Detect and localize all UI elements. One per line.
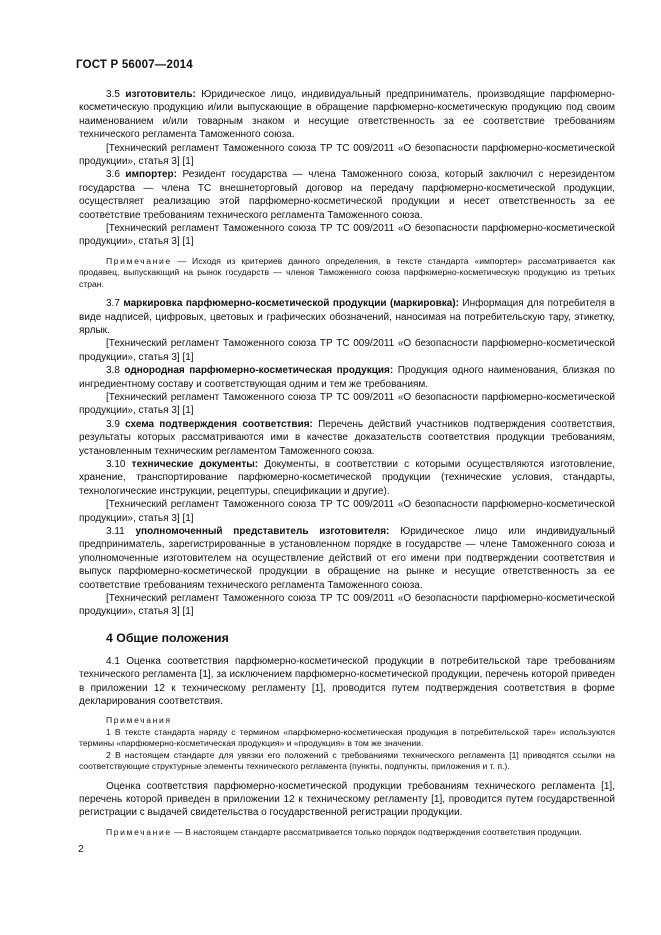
clause-number: 3.7 — [106, 298, 120, 310]
section-heading: 4 Общие положения — [106, 630, 229, 645]
notes-label-text: Примечания — [106, 715, 172, 726]
source-reference: [Технический регламент Таможенного союза ТР ТС 009/2011 «О безопасности парфюмерно-косметической продукции», статья 3] [1] — [79, 499, 615, 524]
term: схема подтверждения соответствия: — [125, 418, 313, 430]
source-reference: [Технический регламент Таможенного союза ТР ТС 009/2011 «О безопасности парфюмерно-косметической продукции», статья 3] [1] — [79, 223, 615, 248]
source-reference: [Технический регламент Таможенного союза ТР ТС 009/2011 «О безопасности парфюмерно-косметической продукции», статья 3] [1] — [79, 142, 615, 168]
clause-number: 3.6 — [106, 169, 120, 181]
definition-3-11 — [79, 525, 615, 592]
definition-3-8 — [79, 364, 615, 391]
source-reference: [Технический регламент Таможенного союза ТР ТС 009/2011 «О безопасности парфюмерно-косметической продукции», статья 3] [1] — [79, 338, 615, 363]
note-dash: — — [171, 255, 193, 266]
definition-text: Перечень действий участников подтверждения соответствия, результаты которых рассматриваются ими в качестве доказательств соответствия продукции требованиям, установленным техническим регламентом Таможенного союза. — [79, 418, 616, 457]
definition-text: Информация для потребителя в виде надписей, цифровых, цветовых и графических обозначений, наносимая на потребительскую тару, этикетку, ярлык. — [79, 298, 615, 336]
clause-number: 3.9 — [106, 418, 120, 430]
definition-text: Документы, в соответствии с которыми осуществляются изготовление, хранение, транспортирование парфюмерно-косметической продукции (технические условия, стандарты, технологические инструкции, рецептуры, спецификации и другие). — [79, 458, 615, 497]
definition-3-7 — [79, 297, 615, 337]
definition-3-10 — [79, 458, 615, 498]
note-text: Исходя из критериев данного определения, в тексте стандарта «импортер» рассматривается как продавец, выпускающий на рынок государств — членов Таможенного союза парфюмерно-косметическую продукцию из третьих стран. — [79, 255, 615, 289]
source-reference: [Технический регламент Таможенного союза ТР ТС 009/2011 «О безопасности парфюмерно-косметической продукции», статья 3] [1] — [79, 391, 615, 417]
clause-4-1: 4.1 Оценка соответствия парфюмерно-косметической продукции в потребительской таре требованиям технического регламента [1], за исключением парфюмерно-косметической продукции, перечень которой приведен в приложении 12 к техническому регламенту [1], проводится путем подтверждения соответствия в форме декларирования соответствия. — [79, 655, 615, 708]
clause-number: 3.8 — [106, 365, 120, 377]
definition-text: Продукция одного наименования, близкая по ингредиентному составу и соответствующая одним и тем же требованиям. — [79, 365, 615, 390]
definition-text: Резидент государства — члена Таможенного союза, который заключил с нерезидентом государства — члена ТС внешнеторговый договор на передачу парфюмерно-косметической продукции, осуществляет реализацию этой парфюмерно-косметической продукции и несет ответственность за ее соответствие требованиям технического регламента Таможенного союза. — [79, 169, 616, 221]
notes-label — [79, 715, 615, 726]
definition-text: Юридическое лицо или индивидуальный предприниматель, зарегистрированные в установленном порядке в государстве — члене Таможенного союза и уполномоченные изготовителем на осуществление действий от его имени при подтверждении соответствия и выпуск парфюмерно-косметической продукции в обращение на рынке и несущие ответственность за ее соответствие требованиям технического регламента Таможенного союза. — [79, 526, 616, 591]
document-header: ГОСТ Р 56007—2014 — [76, 59, 193, 71]
note-label: Примечание — [106, 826, 172, 837]
clause-number: 3.10 — [106, 458, 126, 470]
source-reference: [Технический регламент Таможенного союза ТР ТС 009/2011 «О безопасности парфюмерно-косметической продукции», статья 3] [1] — [79, 593, 615, 618]
note-importer — [79, 256, 615, 290]
term: однородная парфюмерно-косметическая продукция: — [124, 365, 394, 377]
definition-3-9 — [79, 418, 615, 458]
term: импортер: — [125, 169, 177, 181]
note-dash: — — [171, 826, 186, 837]
term: маркировка парфюмерно-косметической продукции (маркировка): — [123, 298, 459, 310]
note-1: 1 В тексте стандарта наряду с термином «парфюмерно-косметическая продукция в потребительской таре» используются термины «парфюмерно-косметическая продукция» и «продукция» в том же значении. — [79, 726, 615, 749]
page-number: 2 — [78, 843, 84, 855]
term: уполномоченный представитель изготовителя: — [135, 526, 390, 537]
definition-3-6 — [79, 168, 615, 222]
clause-number: 3.11 — [106, 526, 125, 537]
final-note — [79, 827, 615, 838]
definition-text: Юридическое лицо, индивидуальный предприниматель, производящие парфюмерно-косметическую продукцию и/или выпускающие в обращение парфюмерно-косметическую продукцию под своим наименованием и/или товарным знаком и несущие ответственность за ее соответствие требованиям технического регламента Таможенного союза. — [79, 89, 615, 141]
page-content — [79, 88, 615, 845]
note-text: В настоящем стандарте рассматривается только порядок подтверждения соответствия продукции. — [185, 826, 582, 837]
clause-4-1-paragraph-2: Оценка соответствия парфюмерно-косметической продукции требованиям технического регламента [1], перечень которой приведен в приложении 12 к техническому регламенту [1], проводится путем государственной регистрации с выдачей свидетельства о государственной регистрации продукции. — [79, 780, 615, 819]
term: технические документы: — [131, 458, 259, 470]
definition-3-5 — [79, 88, 615, 142]
clause-number: 3.5 — [106, 89, 120, 100]
note-label: Примечание — [106, 255, 172, 266]
term: изготовитель: — [125, 89, 196, 100]
note-2: 2 В настоящем стандарте для увязки его положений с требованиями технического регламента [1] приводятся ссылки на соответствующие структурные элементы технического регламента (пункты, подпункты, приложения и т. п.). — [79, 749, 615, 772]
